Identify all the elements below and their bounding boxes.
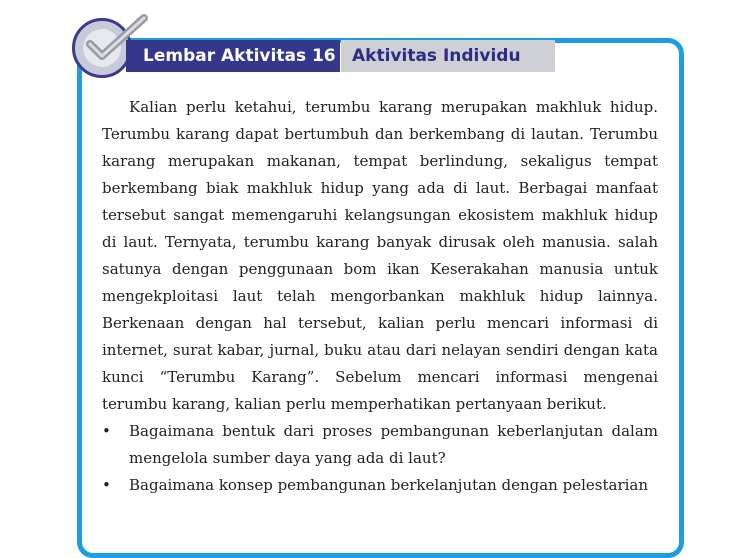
intro-paragraph: Kalian perlu ketahui, terumbu karang merupakan makhluk hidup. Terumbu karang dapat bertumbuh dan berkembang di lautan. Terumbu karang merupakan makanan, tempat berlindung, sekaligus tempat berkembang biak makhluk hidup yang ada di laut. Berbagai manfaat tersebut sangat memengaruhi kelangsungan ekosistem makhluk hidup di laut. Ternyata, terumbu karang banyak dirusak oleh manusia. salah satunya dengan penggunaan bom ikan Keserakahan manusia untuk mengekploitasi laut telah mengorbankan makhluk hidup lainnya. Berkenaan dengan hal tersebut, kalian perlu mencari informasi di internet, surat kabar, jurnal, buku atau dari nelayan sendiri dengan kata kunci “Terumbu Karang”. Sebelum mencari informasi mengenai terumbu karang, kalian perlu memperhatikan pertanyaan berikut. bbox=[102, 98, 658, 413]
question-text: Bagaimana konsep pembangunan berkelanjutan dengan pelestarian bbox=[129, 476, 649, 494]
activity-subtitle: Aktivitas Individu bbox=[341, 40, 555, 72]
bullet-icon: • bbox=[102, 476, 111, 494]
question-item bbox=[102, 472, 658, 499]
activity-content bbox=[102, 94, 658, 499]
question-item bbox=[102, 418, 658, 472]
bullet-icon: • bbox=[102, 422, 111, 440]
question-list bbox=[102, 418, 658, 499]
question-text: Bagaimana bentuk dari proses pembangunan keberlanjutan dalam mengelola sumber daya yang ada di laut? bbox=[129, 422, 658, 467]
activity-title: Lembar Aktivitas 16 bbox=[126, 40, 340, 72]
